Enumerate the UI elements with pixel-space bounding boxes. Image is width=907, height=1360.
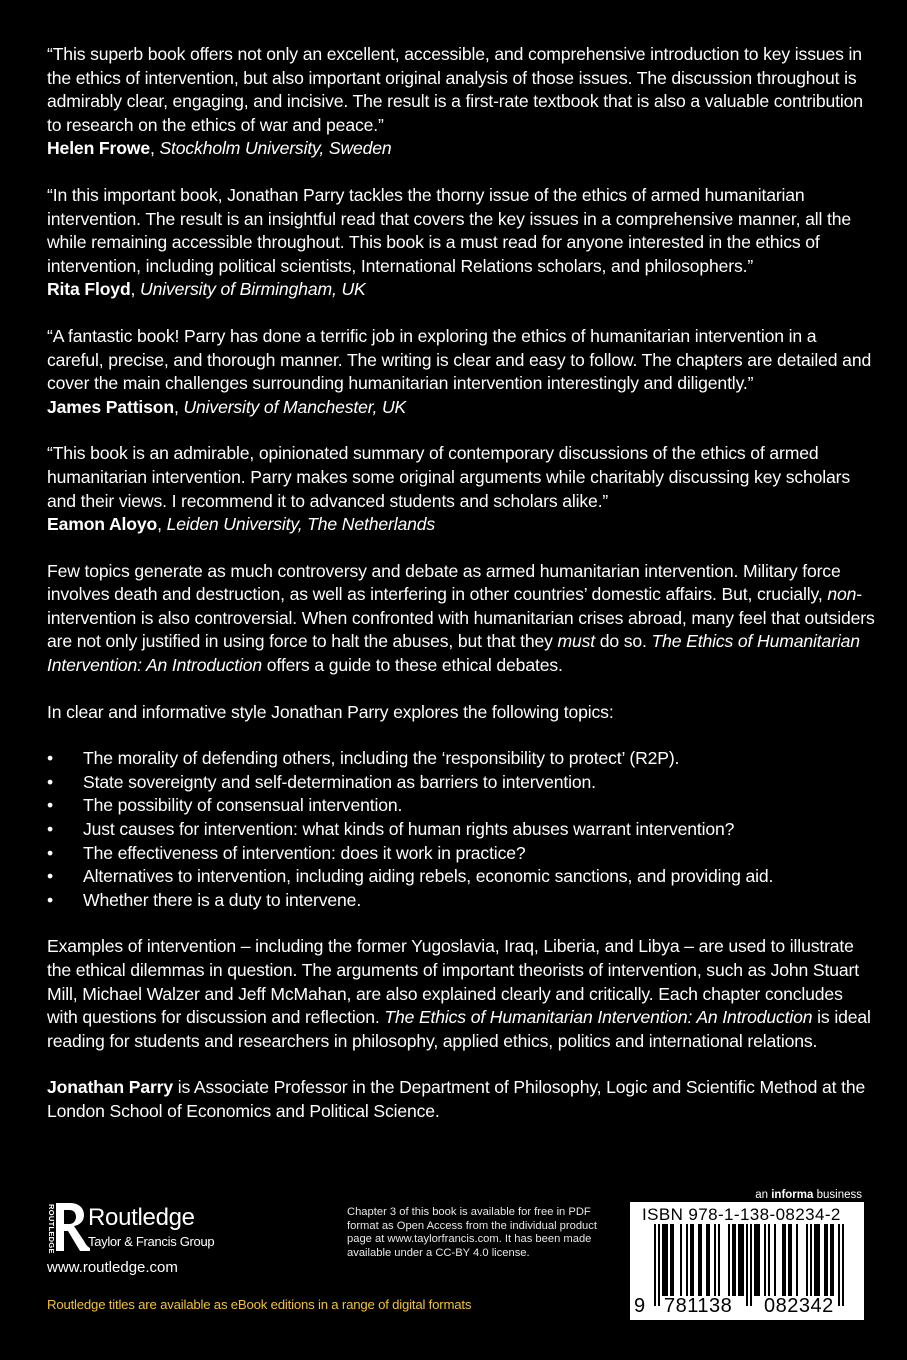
informa-prefix: an (755, 1189, 772, 1201)
barcode-bar (774, 1224, 776, 1296)
barcode-bar (718, 1224, 720, 1296)
barcode-guard-bar (654, 1224, 656, 1306)
barcode-guard-bar (750, 1224, 752, 1306)
bullet-icon: • (47, 842, 54, 863)
review-quote: “This book is an admirable, opinionated summary of contemporary discussions of the ethics of armed humanitarian intervention. Parry makes some original arguments while charitably discussing key scholars and their views. I recommend it to advanced students and scholars alike.” (47, 443, 851, 511)
barcode-guard-bar (746, 1224, 748, 1306)
barcode-bar (810, 1224, 812, 1296)
bullet-icon: • (47, 819, 54, 840)
reviewer-name: Rita Floyd (47, 279, 131, 300)
bullet-icon: • (47, 889, 54, 910)
barcode-bar (662, 1224, 664, 1296)
barcode-bar (826, 1224, 828, 1296)
barcode-bar (816, 1224, 818, 1296)
author-name: Jonathan Parry (47, 1077, 173, 1098)
barcode-guard-bar (838, 1224, 840, 1306)
bullet-icon: • (47, 866, 54, 887)
barcode-left-digits: 781138 (664, 1295, 733, 1317)
barcode-bar (824, 1224, 826, 1296)
informa-brand: informa (771, 1189, 814, 1201)
barcode-bar (832, 1224, 834, 1296)
review-quote: “In this important book, Jonathan Parry tackles the thorny issue of the ethics of armed humanitarian intervention. The result is an insightful read that covers the key issues in a comprehensive manner, all the while remaining accessible throughout. This book is a must read for anyone interested in the ethics of intervention, including political scientists, International Relations scholars, and philosophers.” (47, 184, 851, 276)
topic-text: Whether there is a duty to intervene. (83, 889, 362, 910)
barcode-guard-bar (658, 1224, 660, 1306)
ebook-note: Routledge titles are available as eBook editions in a range of digital formats (47, 1297, 472, 1312)
review-quote: “This superb book offers not only an excellent, accessible, and comprehensive introduction to key issues in the ethics of intervention, but also important original analysis of those issues. The discussion throughout is admirably clear, engaging, and incisive. The result is a first-rate textbook that is also a valuable contribution to research on the ethics of war and peace.” (47, 44, 863, 135)
review-1 (47, 43, 877, 161)
topic-text: Just causes for intervention: what kinds of human rights abuses warrant intervention? (83, 819, 735, 840)
barcode-first-digit: 9 (634, 1295, 646, 1317)
barcode-bar (754, 1224, 756, 1296)
examples-text: is ideal reading for students and researchers in philosophy, applied ethics, politics and international relations. (47, 1007, 871, 1051)
routledge-logo-icon (54, 1201, 92, 1253)
list-item (47, 865, 877, 889)
review-attribution: Helen Frowe, Stockholm University, Sweden (47, 138, 392, 159)
informa-suffix: business (813, 1189, 862, 1201)
back-cover-text (47, 43, 877, 1147)
reviewer-name: Helen Frowe (47, 138, 150, 159)
barcode-bar (672, 1224, 674, 1296)
barcode-bar (814, 1224, 816, 1296)
barcode-bar (818, 1224, 820, 1296)
barcode-bar (830, 1224, 832, 1296)
review-3 (47, 325, 877, 419)
barcode-bar (690, 1224, 692, 1296)
bullet-icon: • (47, 748, 54, 769)
reviewer-affiliation: Leiden University, The Netherlands (166, 514, 436, 535)
barcode-bar (742, 1224, 744, 1296)
list-item (47, 818, 877, 842)
barcode-bar (706, 1224, 708, 1296)
review-attribution: Eamon Aloyo, Leiden University, The Netherlands (47, 514, 436, 535)
reviewer-affiliation: University of Birmingham, UK (140, 279, 366, 300)
barcode-bar (756, 1224, 758, 1296)
topic-text: The morality of defending others, including the ‘responsibility to protect’ (R2P). (83, 748, 680, 769)
topic-text: State sovereignty and self-determination as barriers to intervention. (83, 771, 596, 792)
barcode-bar (796, 1224, 798, 1296)
review-attribution: Rita Floyd, University of Birmingham, UK (47, 279, 366, 300)
barcode-bar (708, 1224, 710, 1296)
barcode-bar (758, 1224, 760, 1296)
topic-text: Alternatives to intervention, including aiding rebels, economic sanctions, and providing aid. (83, 866, 774, 887)
intro-italic: non (827, 584, 857, 605)
review-quote: “A fantastic book! Parry has done a terrific job in exploring the ethics of humanitarian intervention in a careful, precise, and thorough manner. The writing is clear and easy to follow. The chapters are detailed and cover the main challenges surrounding humanitarian intervention interestingly and diligently.” (47, 325, 872, 394)
isbn-label: ISBN 978-1-138-08234-2 (642, 1205, 841, 1224)
reviewer-affiliation: Stockholm University, Sweden (159, 138, 392, 159)
intro-text: Few topics generate as much controversy and debate as armed humanitarian intervention. Military force involves death and destruction, as well as interfering in other countries’ domestic affairs. But, crucially, (47, 560, 841, 605)
topic-text: The effectiveness of intervention: does it work in practice? (83, 842, 526, 863)
bullet-icon: • (47, 795, 54, 816)
routledge-vertical-wordmark (40, 1203, 56, 1254)
list-item (47, 771, 877, 795)
book-title-italic: The Ethics of Humanitarian Intervention: An Introduction (384, 1007, 813, 1028)
publisher-group: Taylor & Francis Group (88, 1234, 215, 1249)
intro-text: do so. (595, 631, 652, 652)
barcode-bar (680, 1224, 682, 1296)
barcode-bar (734, 1224, 736, 1296)
list-item (47, 842, 877, 866)
barcode-bar (764, 1224, 766, 1296)
open-access-note: Chapter 3 of this book is available for free in PDF format as Open Access from the individual product page at www.taylorfrancis.com. It has been made available under a CC-BY 4.0 license. (347, 1206, 597, 1259)
author-bio (47, 1076, 877, 1123)
intro-text: -intervention is also controversial. When confronted with humanitarian crises abroad, many feel that outsiders are not only justified in using force to halt the abuses, but that they (47, 584, 875, 652)
intro-paragraph (47, 560, 877, 678)
barcode-bar (686, 1224, 688, 1296)
examples-text: Examples of intervention – including the former Yugoslavia, Iraq, Liberia, and Libya – are used to illustrate the ethical dilemmas in question. The arguments of important theorists of intervention, such as John Stuart Mill, Michael Walzer and Jeff McMahan, are also explained clearly and critically. Each chapter concludes with questions for discussion and reflection. (47, 936, 859, 1028)
publisher-url[interactable]: www.routledge.com (47, 1259, 178, 1276)
topics-lead: In clear and informative style Jonathan Parry explores the following topics: (47, 701, 614, 722)
topics-list (47, 747, 877, 912)
barcode-bar (728, 1224, 730, 1296)
examples-paragraph (47, 935, 877, 1053)
reviewer-name: Eamon Aloyo (47, 514, 158, 535)
review-2 (47, 184, 877, 302)
barcode-bar (806, 1224, 808, 1296)
barcode-guard-bar (842, 1224, 844, 1306)
bullet-icon: • (47, 771, 54, 792)
reviewer-name: James Pattison (47, 396, 174, 417)
topic-text: The possibility of consensual intervention. (83, 795, 403, 816)
author-bio-text: is Associate Professor in the Department of Philosophy, Logic and Scientific Method at the London School of Economics and Political Science. (47, 1077, 866, 1121)
barcode-bar (790, 1224, 792, 1296)
barcode-bar (732, 1224, 734, 1296)
intro-italic: must (557, 631, 596, 652)
barcode-bar (692, 1224, 694, 1296)
review-attribution: James Pattison, University of Manchester, UK (47, 396, 407, 417)
barcode-bar (700, 1224, 702, 1296)
barcode-bar (664, 1224, 666, 1296)
barcode-bar (740, 1224, 742, 1296)
routledge-vertical-text: ROUTLEDGE (47, 1204, 56, 1254)
barcode-bar (788, 1224, 790, 1296)
list-item (47, 794, 877, 818)
barcode-bar (698, 1224, 700, 1296)
book-title-italic: The Ethics of Humanitarian Intervention: An Introduction (47, 631, 860, 676)
isbn-barcode (630, 1202, 864, 1320)
publisher-name: Routledge (88, 1204, 195, 1231)
barcode-bar (768, 1224, 770, 1296)
barcode-bar (784, 1224, 786, 1296)
list-item (47, 889, 877, 913)
barcode-bar (666, 1224, 668, 1296)
reviewer-affiliation: University of Manchester, UK (183, 396, 407, 417)
barcode-bar (670, 1224, 672, 1296)
barcode-right-digits: 082342 (764, 1295, 834, 1317)
informa-business-label (720, 1188, 862, 1202)
barcode-bar (782, 1224, 784, 1296)
barcode-bar (714, 1224, 716, 1296)
barcode-bar (738, 1224, 740, 1296)
intro-text: offers a guide to these ethical debates. (262, 655, 563, 676)
review-4 (47, 442, 877, 536)
list-item (47, 747, 877, 771)
